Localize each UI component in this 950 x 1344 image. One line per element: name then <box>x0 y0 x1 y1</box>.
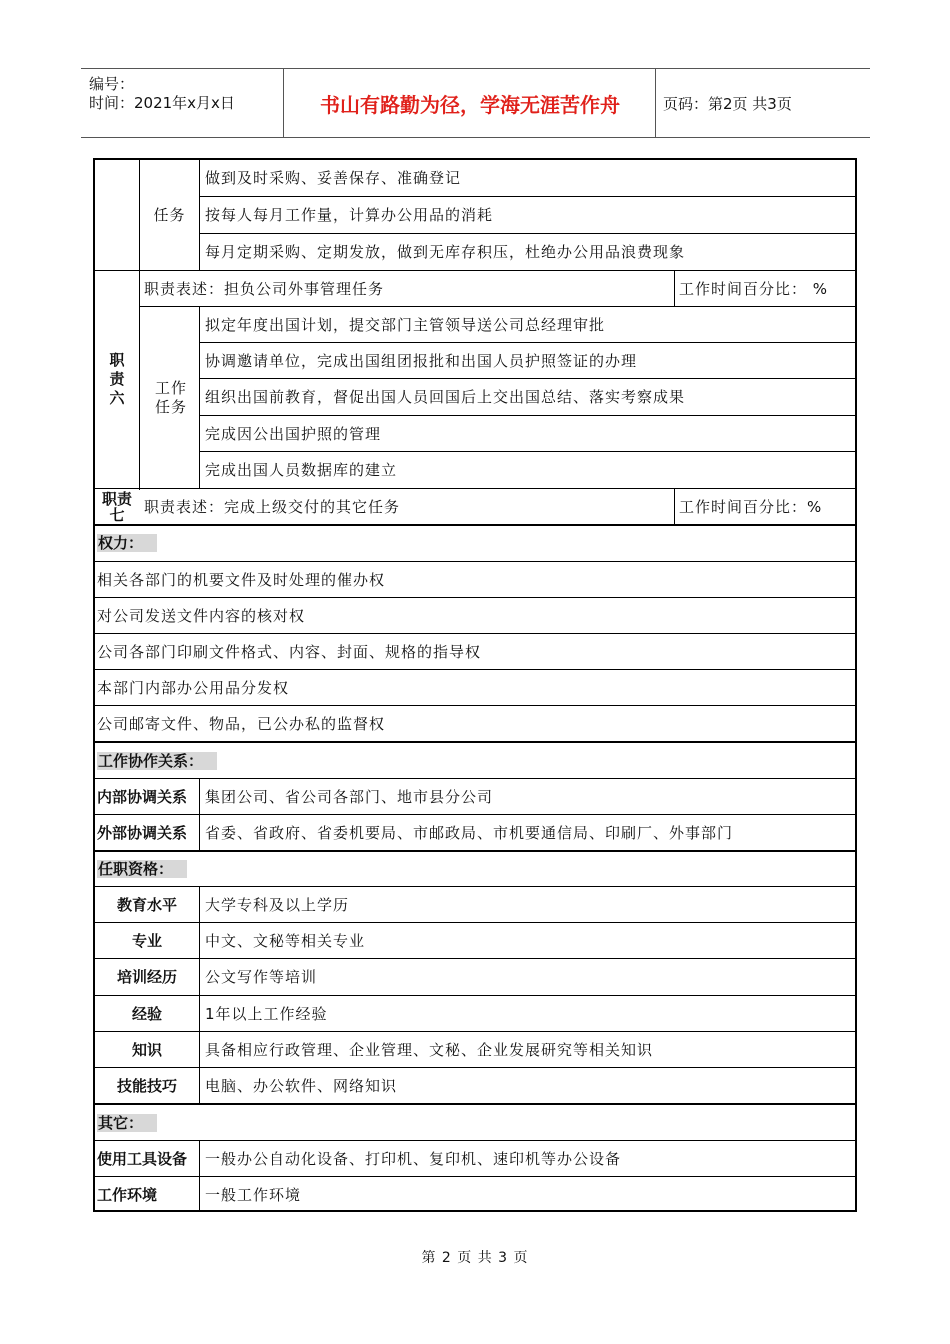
training-label: 培训经历 <box>116 968 177 986</box>
other-section-title: 其它： <box>97 1114 157 1132</box>
major-label: 专业 <box>131 931 162 950</box>
header-motto: 书山有路勤为径，学海无涯苦作舟 <box>320 92 620 117</box>
duty-six-task-5: 完成出国人员数据库的建立 <box>205 461 398 479</box>
power-item: 公司邮寄文件、物品，已公办私的监督权 <box>97 714 386 733</box>
page-header <box>81 68 870 138</box>
power-item: 本部门内部办公用品分发权 <box>97 678 290 697</box>
internal-coordination-value: 集团公司、省公司各部门、地市县分公司 <box>205 787 494 806</box>
duty-six-task-4: 完成因公出国护照的管理 <box>205 424 382 443</box>
duty-six-task-3: 组织出国前教育，督促出国人员回国后上交出国总结、落实考察成果 <box>205 388 686 406</box>
knowledge-label: 知识 <box>131 1040 162 1059</box>
page-footer: 第 2 页 共 3 页 <box>421 1250 529 1266</box>
cooperation-section-title: 工作协作关系： <box>97 752 217 770</box>
duty-five-task-label: 任务 <box>153 206 186 224</box>
external-coordination-value: 省委、省政府、省委机要局、市邮政局、市机要通信局、印刷厂、外事部门 <box>205 823 734 842</box>
duty-six-time-percent: 工作时间百分比： % <box>679 279 829 298</box>
qualifications-section-title: 任职资格： <box>97 860 187 878</box>
duty-seven-time-percent: 工作时间百分比：% <box>679 497 823 516</box>
duty-five-task-2: 按每人每月工作量，计算办公用品的消耗 <box>205 206 494 224</box>
duty-five-task-1: 做到及时采购、妥善保存、准确登记 <box>205 169 462 187</box>
header-divider <box>283 69 284 137</box>
tools-value: 一般办公自动化设备、打印机、复印机、速印机等办公设备 <box>205 1149 622 1168</box>
duty-six-task-label: 工作任务 <box>154 378 187 416</box>
knowledge-value: 具备相应行政管理、企业管理、文秘、企业发展研究等相关知识 <box>205 1040 654 1059</box>
duty-six-label: 职责六 <box>109 351 125 407</box>
power-item: 对公司发送文件内容的核对权 <box>97 606 306 625</box>
duty-seven-label: 职责七 <box>101 489 132 524</box>
experience-label: 经验 <box>131 1004 162 1023</box>
education-value: 大学专科及以上学历 <box>205 895 350 914</box>
duty-six-task-1: 拟定年度出国计划，提交部门主管领导送公司总经理审批 <box>205 315 606 334</box>
experience-value: 1年以上工作经验 <box>205 1004 328 1023</box>
major-value: 中文、文秘等相关专业 <box>205 931 366 950</box>
doc-time-label: 时间：2021年x月x日 <box>89 94 235 112</box>
job-description-table <box>93 158 857 1212</box>
training-value: 公文写作等培训 <box>205 968 318 986</box>
environment-label: 工作环境 <box>97 1185 158 1204</box>
tools-label: 使用工具设备 <box>97 1149 188 1168</box>
header-page-info: 页码：第2页 共3页 <box>663 94 792 113</box>
skills-value: 电脑、办公软件、网络知识 <box>205 1076 398 1095</box>
duty-five-task-3: 每月定期采购、定期发放，做到无库存积压，杜绝办公用品浪费现象 <box>205 243 686 261</box>
doc-number-label: 编号： <box>89 75 135 93</box>
header-divider <box>655 69 656 137</box>
power-item: 公司各部门印刷文件格式、内容、封面、规格的指导权 <box>97 642 482 661</box>
duty-six-task-2: 协调邀请单位，完成出国组团报批和出国人员护照签证的办理 <box>205 351 638 370</box>
education-label: 教育水平 <box>116 895 177 914</box>
powers-section-title: 权力： <box>97 534 157 552</box>
skills-label: 技能技巧 <box>116 1076 177 1095</box>
internal-coordination-label: 内部协调关系 <box>97 787 188 806</box>
power-item: 相关各部门的机要文件及时处理的催办权 <box>97 570 386 589</box>
duty-seven-statement: 职责表述：完成上级交付的其它任务 <box>144 497 401 516</box>
header-meta <box>89 75 235 113</box>
duty-six-statement: 职责表述：担负公司外事管理任务 <box>144 279 385 298</box>
external-coordination-label: 外部协调关系 <box>97 823 188 842</box>
environment-value: 一般工作环境 <box>205 1185 302 1204</box>
